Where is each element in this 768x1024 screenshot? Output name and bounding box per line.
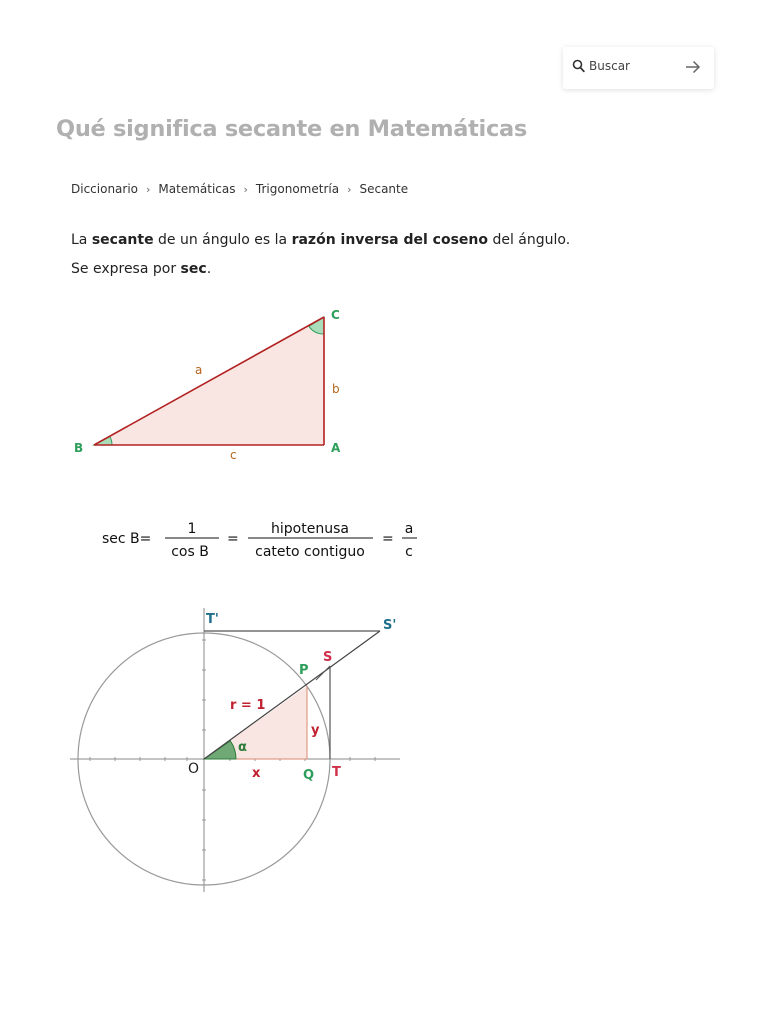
search-box[interactable] [563,47,714,89]
point-t-prime-label: T' [206,612,219,627]
y-label: y [311,723,320,738]
chevron-right-icon: › [347,182,352,196]
search-input[interactable]: Buscar [589,59,630,73]
breadcrumb-item-matematicas[interactable]: Matemáticas [158,182,236,196]
formula-f1-num: 1 [187,521,197,537]
secant-formula [95,512,435,568]
side-a-label: a [195,363,203,377]
origin-o-label: O [188,761,200,777]
notation-sec: sec [180,261,207,277]
formula-f1-den: cos B [171,544,209,560]
side-c-label: c [230,448,237,462]
vertex-c-label: C [331,308,340,322]
alpha-label: α [238,740,247,755]
unit-circle-figure [60,600,420,900]
side-b-label: b [332,382,340,396]
point-q-label: Q [303,768,315,783]
arrow-right-icon[interactable] [683,57,703,77]
formula-f2-num: hipotenusa [271,521,349,537]
definition-highlight: razón inversa del coseno [291,232,489,248]
chevron-right-icon: › [243,182,248,196]
breadcrumb-item-diccionario[interactable]: Diccionario [71,182,139,196]
search-icon [572,59,585,74]
radius-label: r = 1 [230,698,266,713]
definition-line: La secante de un ángulo es la razón inversa del coseno del ángulo. [71,232,571,248]
breadcrumb [71,182,408,196]
point-s-label: S [323,650,333,665]
breadcrumb-item-secante[interactable]: Secante [359,182,409,196]
formula-eq-2: = [382,531,394,547]
point-s-prime-label: S' [383,618,397,633]
vertex-b-label: B [74,441,84,455]
term-secante: secante [91,232,154,248]
point-p-label: P [299,663,309,678]
x-label: x [252,766,261,781]
right-triangle-figure [60,300,360,470]
chevron-right-icon: › [146,182,151,196]
formula-f3-den: c [405,544,413,560]
notation-line: Se expresa por sec. [71,261,212,277]
formula-f2-den: cateto contiguo [255,544,365,560]
breadcrumb-item-trigonometria[interactable]: Trigonometría [255,182,340,196]
vertex-a-label: A [331,441,341,455]
formula-lhs: sec B= [102,531,152,547]
point-t-label: T [332,765,341,780]
page-title: Qué significa secante en Matemáticas [56,116,527,142]
formula-eq-1: = [227,531,239,547]
formula-f3-num: a [404,521,414,537]
